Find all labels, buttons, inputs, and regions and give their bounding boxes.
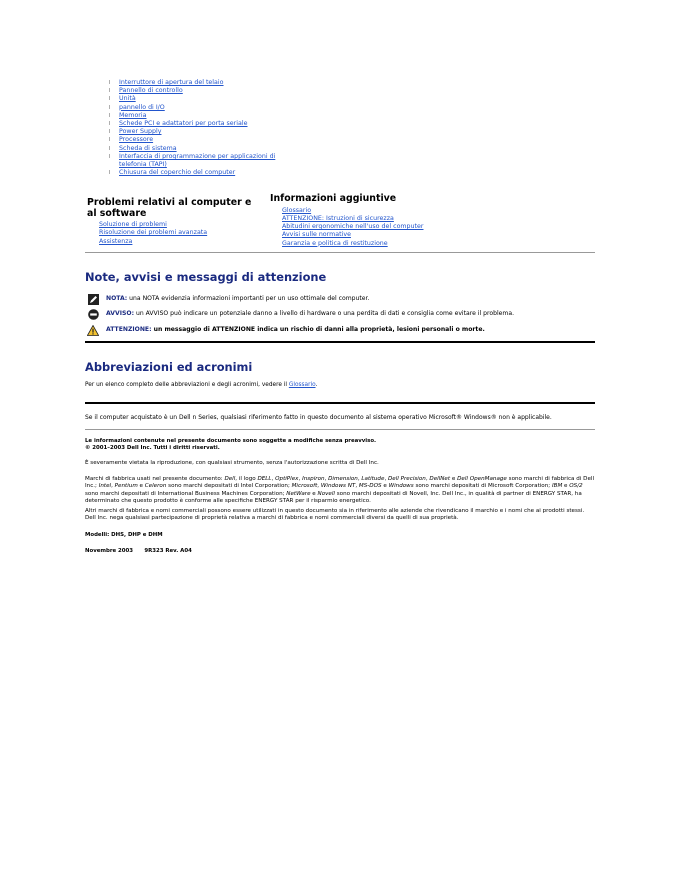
link-system-board[interactable]: Scheda di sistema xyxy=(119,144,177,152)
abbrev-paragraph: Per un elenco completo delle abbreviazioni e degli acronimi, vedere il Glossario. xyxy=(85,382,318,388)
list-item xyxy=(87,221,262,229)
link-assistance[interactable]: Assistenza xyxy=(99,237,133,245)
divider xyxy=(85,341,595,343)
list-item xyxy=(109,104,279,112)
link-safety[interactable]: ATTENZIONE: Istruzioni di sicurezza xyxy=(282,214,394,222)
list-item xyxy=(109,120,279,128)
link-io-panel[interactable]: pannello di I/O xyxy=(119,103,165,111)
attenzione-row xyxy=(87,324,592,336)
list-item xyxy=(87,238,262,246)
bullet-icon: l xyxy=(109,129,111,136)
glossary-link[interactable]: Glossario xyxy=(288,382,316,388)
link-tapi[interactable]: Interfaccia di programmazione per applicazioni di telefonia (TAPI) xyxy=(119,152,276,169)
list-item xyxy=(109,145,279,153)
list-item xyxy=(270,240,470,248)
list-item xyxy=(87,229,262,237)
list-item xyxy=(109,153,279,169)
list-item xyxy=(270,231,470,239)
problems-column xyxy=(87,198,262,246)
bullet-icon: l xyxy=(109,137,111,144)
avviso-text: AVVISO: un AVVISO può indicare un potenziale danno a livello di hardware o una perdita di dati e consiglia come evitare il problema. xyxy=(106,310,515,317)
link-control-panel[interactable]: Pannello di controllo xyxy=(119,87,183,95)
list-item xyxy=(109,169,279,177)
divider xyxy=(85,402,595,404)
bullet-icon: l xyxy=(109,80,111,86)
reproduction-notice: È severamente vietata la riproduzione, con qualsiasi strumento, senza l'autorizzazione scritta di Dell Inc. xyxy=(85,460,379,466)
attenzione-text: ATTENZIONE: un messaggio di ATTENZIONE indica un rischio di danni alla proprietà, lesioni personali o morte. xyxy=(106,326,485,333)
link-memory[interactable]: Memoria xyxy=(119,111,147,119)
bullet-icon: l xyxy=(109,170,111,177)
bullet-icon: l xyxy=(109,112,111,119)
avviso-row xyxy=(87,308,592,320)
list-item xyxy=(270,215,470,223)
divider xyxy=(85,252,595,253)
warning-triangle-icon xyxy=(87,324,99,336)
bullet-icon: l xyxy=(109,104,111,111)
link-glossary[interactable]: Glossario xyxy=(282,206,312,214)
info-heading: Informazioni aggiuntive xyxy=(270,193,397,204)
pencil-note-icon xyxy=(87,293,99,305)
date-revision: Novembre 2003 9R323 Rev. A04 xyxy=(85,548,192,554)
info-links xyxy=(270,207,470,248)
list-item xyxy=(270,207,470,215)
bullet-icon: l xyxy=(109,153,111,160)
problems-links xyxy=(87,221,262,246)
link-advanced-troubleshooting[interactable]: Risoluzione dei problemi avanzata xyxy=(99,229,208,237)
abbrev-section-title: Abbreviazioni ed acronimi xyxy=(85,360,253,374)
link-chassis-switch[interactable]: Interruttore di apertura del telaio xyxy=(119,79,224,86)
trademarks-paragraph: Marchi di fabbrica usati nel presente documento: Dell, il logo DELL, OptiPlex, Inspiron, Dimension, Latitude, Dell Precision, DellNet e Dell OpenManage sono marchi di fabbrica di Dell Inc.; Intel, Pentium e Celeron sono marchi depositati di Intel Corporation; Microsoft, Windows NT, MS-DOS e Windows sono marchi depositati di Microsoft Corporation; IBM e OS/2 sono marchi depositati di International Business Machines Corporation; NetWare e Novell sono marchi depositati di Novell, Inc. Dell Inc., in qualità di partner di ENERGY STAR, ha determinato che questo prodotto è conforme alle specifiche ENERGY STAR per il risparmio energetico. xyxy=(85,476,594,505)
link-ergonomics[interactable]: Abitudini ergonomiche nell'uso del computer xyxy=(282,223,424,231)
divider xyxy=(85,429,595,430)
list-item xyxy=(109,112,279,120)
info-column xyxy=(270,194,470,248)
link-solving-problems[interactable]: Soluzione di problemi xyxy=(99,221,167,228)
link-regulatory[interactable]: Avvisi sulle normative xyxy=(282,231,351,239)
bullet-icon: l xyxy=(109,96,111,103)
list-item xyxy=(109,128,279,136)
link-pci-cards[interactable]: Schede PCI e adattatori per porta seriale xyxy=(119,120,248,128)
models-line: Modelli: DHS, DHP e DHM xyxy=(85,532,163,538)
bullet-icon: l xyxy=(109,145,111,152)
nota-text: NOTA: una NOTA evidenzia informazioni importanti per un uso ottimale del computer. xyxy=(106,295,370,302)
other-marks-paragraph: Altri marchi di fabbrica e nomi commerciali possono essere utilizzati in questo documento sia in riferimento alle aziende che rivendicano il marchio e i nomi che ai prodotti stessi. Dell Inc. nega qualsiasi partecipazione di proprietà relativa a marchi di fabbrica e nomi commerciali diversi da quelli di sua proprietà. xyxy=(85,508,585,522)
nota-row xyxy=(87,293,592,305)
legal-notice: Le informazioni contenute nel presente documento sono soggette a modifiche senza preavviso. © 2001–2003 Dell Inc. Tutti i diritti riservati. xyxy=(85,438,377,451)
link-warranty[interactable]: Garanzia e politica di restituzione xyxy=(282,239,388,247)
notice-icon xyxy=(87,308,99,320)
notes-section-title: Note, avvisi e messaggi di attenzione xyxy=(85,270,327,284)
n-series-note: Se il computer acquistato è un Dell n Series, qualsiasi riferimento fatto in questo documento al sistema operativo Microsoft® Windows® non è applicabile. xyxy=(85,414,552,421)
link-processor[interactable]: Processore xyxy=(119,136,154,144)
contents-list xyxy=(109,79,279,177)
bullet-icon: l xyxy=(109,88,111,95)
link-drives[interactable]: Unità xyxy=(119,95,136,103)
list-item xyxy=(109,136,279,144)
list-item xyxy=(109,95,279,103)
link-power-supply[interactable]: Power Supply xyxy=(119,128,162,136)
bullet-icon: l xyxy=(109,121,111,128)
list-item xyxy=(109,79,279,87)
problems-heading: Problemi relativi al computer e al software xyxy=(87,197,252,219)
list-item xyxy=(270,223,470,231)
link-close-cover[interactable]: Chiusura del coperchio del computer xyxy=(119,169,236,177)
